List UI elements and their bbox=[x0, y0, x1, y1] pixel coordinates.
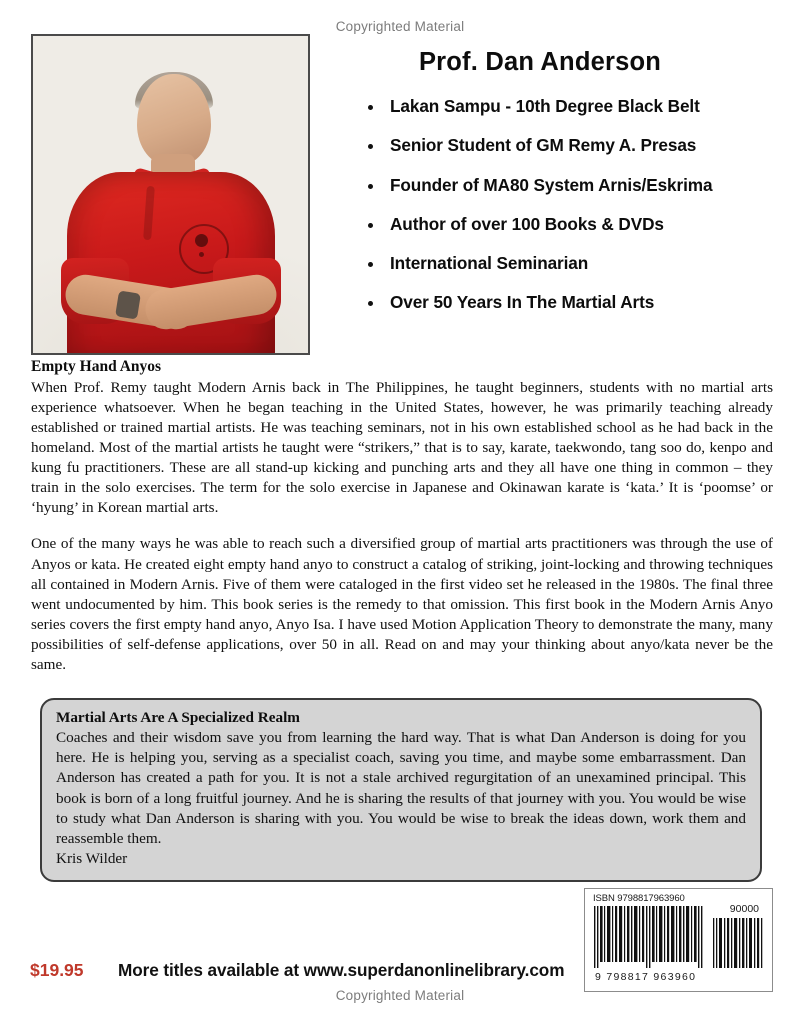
credential-label: Author of over 100 Books & DVDs bbox=[390, 213, 664, 234]
testimonial-body: Coaches and their wisdom save you from learning the hard way. That is what Dan Anderson is doing for you here. He is helping you, serving as a specialist coach, saving you time, and maybe some embarrassment. Dan Anderson has created a path for you. It is not a stale archived regurgitation of an unexamined principal. This book is born of a long fruitful journey. And he is sharing the results of that journey with you. You would be wise to study what Dan Anderson is sharing with you. You would be wise to break the ideas down, work them and reassemble them. bbox=[56, 729, 746, 848]
bullet-icon bbox=[368, 184, 373, 189]
barcode-ean13-icon bbox=[594, 906, 706, 968]
author-photo-image bbox=[33, 36, 308, 353]
price-label: $19.95 bbox=[30, 960, 84, 980]
author-info-block bbox=[330, 30, 790, 333]
photo-figure-wristwatch bbox=[115, 290, 141, 319]
footer bbox=[0, 960, 800, 990]
author-header-section bbox=[0, 30, 800, 355]
bullet-icon bbox=[368, 262, 373, 267]
author-photo bbox=[31, 34, 310, 355]
copyright-notice-bottom: Copyrighted Material bbox=[335, 988, 465, 1003]
credential-label: Over 50 Years In The Martial Arts bbox=[390, 292, 655, 313]
credential-item bbox=[366, 136, 790, 156]
description-paragraph: When Prof. Remy taught Modern Arnis back in The Philippines, he taught beginners, students with no martial arts experience whatsoever. When he began teaching in the United States, however, he was primarily teaching already established or trained martial artists. He was teaching seminars, not in his own established school as he had back in the homeland. Most of the martial artists he taught were “strikers,” that is to say, karate, taekwondo, tang soo do, kenpo and kung fu practitioners. These are all stand-up kicking and punching arts and they all have one thing in common – they train in the solo exercises. The term for the solo exercise in Japanese and Okinawan karate is ‘kata.’ It is ‘poomse’ or ‘hyung’ in Korean martial arts. bbox=[31, 379, 773, 517]
bullet-icon bbox=[368, 301, 373, 306]
testimonial-title: Martial Arts Are A Specialized Realm bbox=[56, 709, 300, 726]
credential-item bbox=[366, 254, 790, 274]
description-heading: Empty Hand Anyos bbox=[31, 358, 162, 375]
credential-item bbox=[366, 97, 790, 117]
author-credentials-list bbox=[330, 97, 790, 313]
credential-item bbox=[366, 176, 790, 196]
book-description bbox=[31, 358, 773, 675]
credential-label: Senior Student of GM Remy A. Presas bbox=[390, 135, 697, 156]
bullet-icon bbox=[368, 144, 373, 149]
credential-label: Founder of MA80 System Arnis/Eskrima bbox=[390, 174, 713, 195]
testimonial-author: Kris Wilder bbox=[56, 850, 128, 868]
description-paragraph: One of the many ways he was able to reach such a diversified group of martial arts practitioners was through the use of Anyos or kata. He created eight empty hand anyo to construct a catalog of striking, joint-locking and throwing techniques all contained in Modern Arnis. Five of them were cataloged in the first video set he released in the 1980s. The final three went undocumented by him. This book series is the remedy to that omission. This first book in the Modern Arnis Anyo series covers the first empty hand anyo, Anyo Isa. I have used Motion Application Theory to demonstrate the many, many possibilities of self-defense applications, over 50 in all. Read on and may your thinking about anyo/kata never be the same. bbox=[31, 535, 773, 673]
photo-figure-head bbox=[137, 74, 211, 166]
author-name: Prof. Dan Anderson bbox=[418, 48, 662, 76]
bullet-icon bbox=[368, 105, 373, 110]
isbn-label: ISBN 9798817963960 bbox=[593, 893, 685, 904]
credential-label: Lakan Sampu - 10th Degree Black Belt bbox=[390, 96, 700, 116]
copyright-notice-top: Copyrighted Material bbox=[335, 19, 465, 34]
credential-item bbox=[366, 215, 790, 235]
credential-item bbox=[366, 293, 790, 313]
barcode-ean13 bbox=[594, 906, 706, 968]
testimonial-box bbox=[40, 698, 762, 882]
more-titles-link[interactable]: More titles available at www.superdanonlinelibrary.com bbox=[118, 960, 565, 980]
credential-label: International Seminarian bbox=[390, 253, 589, 274]
barcode-addon-label: 90000 bbox=[729, 903, 759, 915]
barcode-digits: 9 798817 963960 bbox=[595, 971, 697, 983]
bullet-icon bbox=[368, 223, 373, 228]
